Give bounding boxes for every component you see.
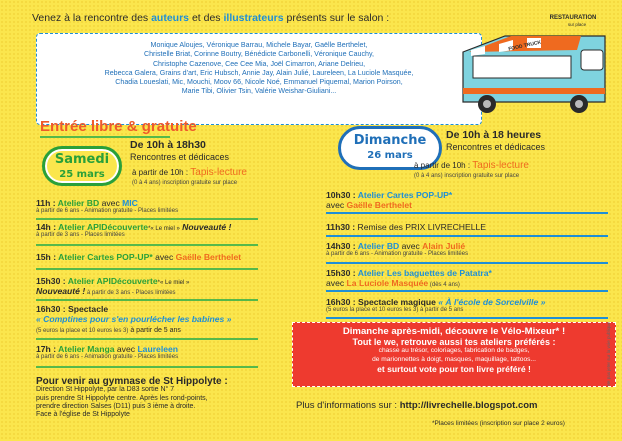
saturday-sub: Rencontres et dédicaces: [130, 152, 230, 162]
saturday-row-14h: 14h : Atelier APIDécouverte*« Le miel » Nouveauté ! à partir de 3 ans - Places limitées: [36, 222, 232, 238]
directions-title: Pour venir au gymnase de St Hippolyte :: [36, 376, 228, 387]
activities-box: [292, 322, 616, 387]
saturday-tapis-note: (0 à 4 ans) inscription gratuite sur place: [132, 180, 238, 186]
directions-block: [36, 378, 228, 419]
activities-vote: et surtout vote pour ton livre préféré !: [377, 364, 531, 374]
divider: [36, 338, 258, 340]
sunday-row-10h30: 10h30 : Atelier Cartes POP-UP* avec Gaëlle Berthelet: [326, 190, 453, 210]
sunday-hours: De 10h à 18 heures: [446, 129, 542, 141]
truck-awning-text: FOOD TRUCK: [507, 39, 542, 53]
saturday-hours: De 10h à 18h30: [130, 139, 206, 151]
food-truck-illustration: [455, 10, 615, 120]
sunday-badge-day: Dimanche: [353, 133, 427, 148]
saturday-badge-day: Samedi: [54, 152, 110, 167]
sunday-sub: Rencontres et dédicaces: [446, 142, 546, 152]
free-entry-title: Entrée libre & gratuite: [40, 118, 197, 135]
divider: [36, 268, 258, 270]
saturday-row-15h30: 15h30 : Atelier APIDécouverte*« Le miel » Nouveauté ! à partir de 3 ans - Places limitées: [36, 276, 190, 296]
divider: [40, 136, 170, 138]
illustrators-word: illustrateurs: [223, 12, 284, 24]
sunday-row-15h30: 15h30 : Atelier Les baguettes de Patatra* avec La Luciole Masquée (dès 4 ans): [326, 268, 492, 288]
directions-line: Face à l'église de St Hippolyte: [36, 411, 130, 419]
blog-link[interactable]: http://livrechelle.blogspot.com: [399, 400, 538, 411]
activities-headline: Dimanche après-midi, découvre le Vélo-Mixeur* !: [342, 326, 566, 337]
places-note: *Places limitées (inscription sur place 2 euros): [432, 420, 565, 427]
divider: [326, 212, 608, 214]
names-line: Chadia Loueslati, Mic, Mouchi, Moov 66, Nicole Noé, Emmanuel Piquemal, Marion Poirson,: [115, 78, 403, 87]
saturday-tapis-label: Tapis-lecture: [190, 167, 247, 178]
activities-list-line: de marionnettes à doigt, masques, maquillage, tattoos...: [372, 355, 536, 363]
truck-sign-bottom: sur place: [567, 22, 587, 27]
saturday-row-11h: 11h : Atelier BD avec MIC à partir de 6 ans - Animation gratuite - Places limitées: [36, 198, 179, 214]
divider: [326, 262, 608, 264]
sunday-badge-date: 26 mars: [367, 150, 413, 161]
saturday-row-16h30: 16h30 : Spectacle « Comptines pour s'en pourlécher les babines » (5 euros la place et 10 euros les 3) à partir de 5 ans: [36, 304, 232, 334]
sunday-tapis-label: Tapis-lecture: [472, 160, 529, 171]
saturday-row-17h: 17h : Atelier Manga avec Laureleen à partir de 6 ans - Animation gratuite - Places limitées: [36, 344, 179, 360]
authors-word: auteurs: [151, 12, 190, 24]
names-box: [36, 33, 482, 125]
saturday-badge-date: 25 mars: [59, 169, 105, 180]
activities-list-line: chasse au trésor, coloriages, fabrication de badges,: [378, 347, 530, 354]
sunday-tapis-note: (0 à 4 ans) inscription gratuite sur place: [414, 173, 520, 179]
directions-line: Direction St Hippolyte, par la D83 sortie N° 7: [36, 386, 175, 394]
names-line: Christelle Briat, Corinne Boutry, Bénédicte Carbonelli, Véronique Cauchy,: [143, 50, 374, 59]
sunday-row-16h30: 16h30 : Spectacle magique « À l'école de Sorcelville » (5 euros la place et 10 euros les 3) à partir de 5 ans: [326, 297, 546, 313]
divider: [36, 299, 258, 301]
directions-line: puis prendre St Hippolyte centre. Après les rond-points,: [36, 394, 208, 402]
directions-line: prendre direction Salses (D11) puis 3 ième à droite.: [36, 402, 196, 410]
divider: [36, 366, 258, 368]
divider: [326, 290, 608, 292]
intro-line: Venez à la rencontre des auteurs et des illustrateurs présents sur le salon :: [32, 12, 390, 24]
activities-subhead: Tout le we, retrouve aussi tes ateliers préférés :: [352, 337, 556, 347]
divider: [36, 244, 258, 246]
names-line: Marie Tibi, Olivier Tsin, Valérie Weishar-Giuliani...: [181, 87, 337, 96]
divider: [326, 317, 608, 319]
saturday-row-15h: 15h : Atelier Cartes POP-UP* avec Gaëlle Berthelet: [36, 252, 242, 262]
saturday-badge: [42, 146, 122, 186]
names-line: Monique Aloujes, Véronique Barrau, Michele Bayar, Gaëlle Berthelet,: [150, 41, 368, 49]
sunday-row-11h30: 11h30 : Remise des PRIX LIVRECHELLE: [326, 222, 487, 232]
names-line: Christophe Cazenove, Cee Cee Mia, Joël Cimarron, Ariane Delrieu,: [152, 59, 366, 68]
saturday-tapis: à partir de 10h : Tapis-lecture: [132, 167, 247, 178]
sunday-tapis: à partir de 10h : Tapis-lecture: [414, 160, 529, 171]
divider: [36, 218, 258, 220]
truck-sign-top: RESTAURATION: [549, 15, 597, 21]
sunday-row-14h30: 14h30 : Atelier BD avec Alain Julié à partir de 6 ans - Animation gratuite - Places limitées: [326, 241, 469, 257]
more-info: Plus d'informations sur : http://livrechelle.blogspot.com: [296, 400, 538, 411]
side-credit: Ne pas jeter sur la voie publique: [606, 322, 611, 387]
names-line: Rebecca Galera, Grains d'art, Eric Hubsch, Annie Jay, Alain Julié, Laureleen, La Luciole Masquée,: [104, 68, 414, 77]
divider: [326, 235, 608, 237]
